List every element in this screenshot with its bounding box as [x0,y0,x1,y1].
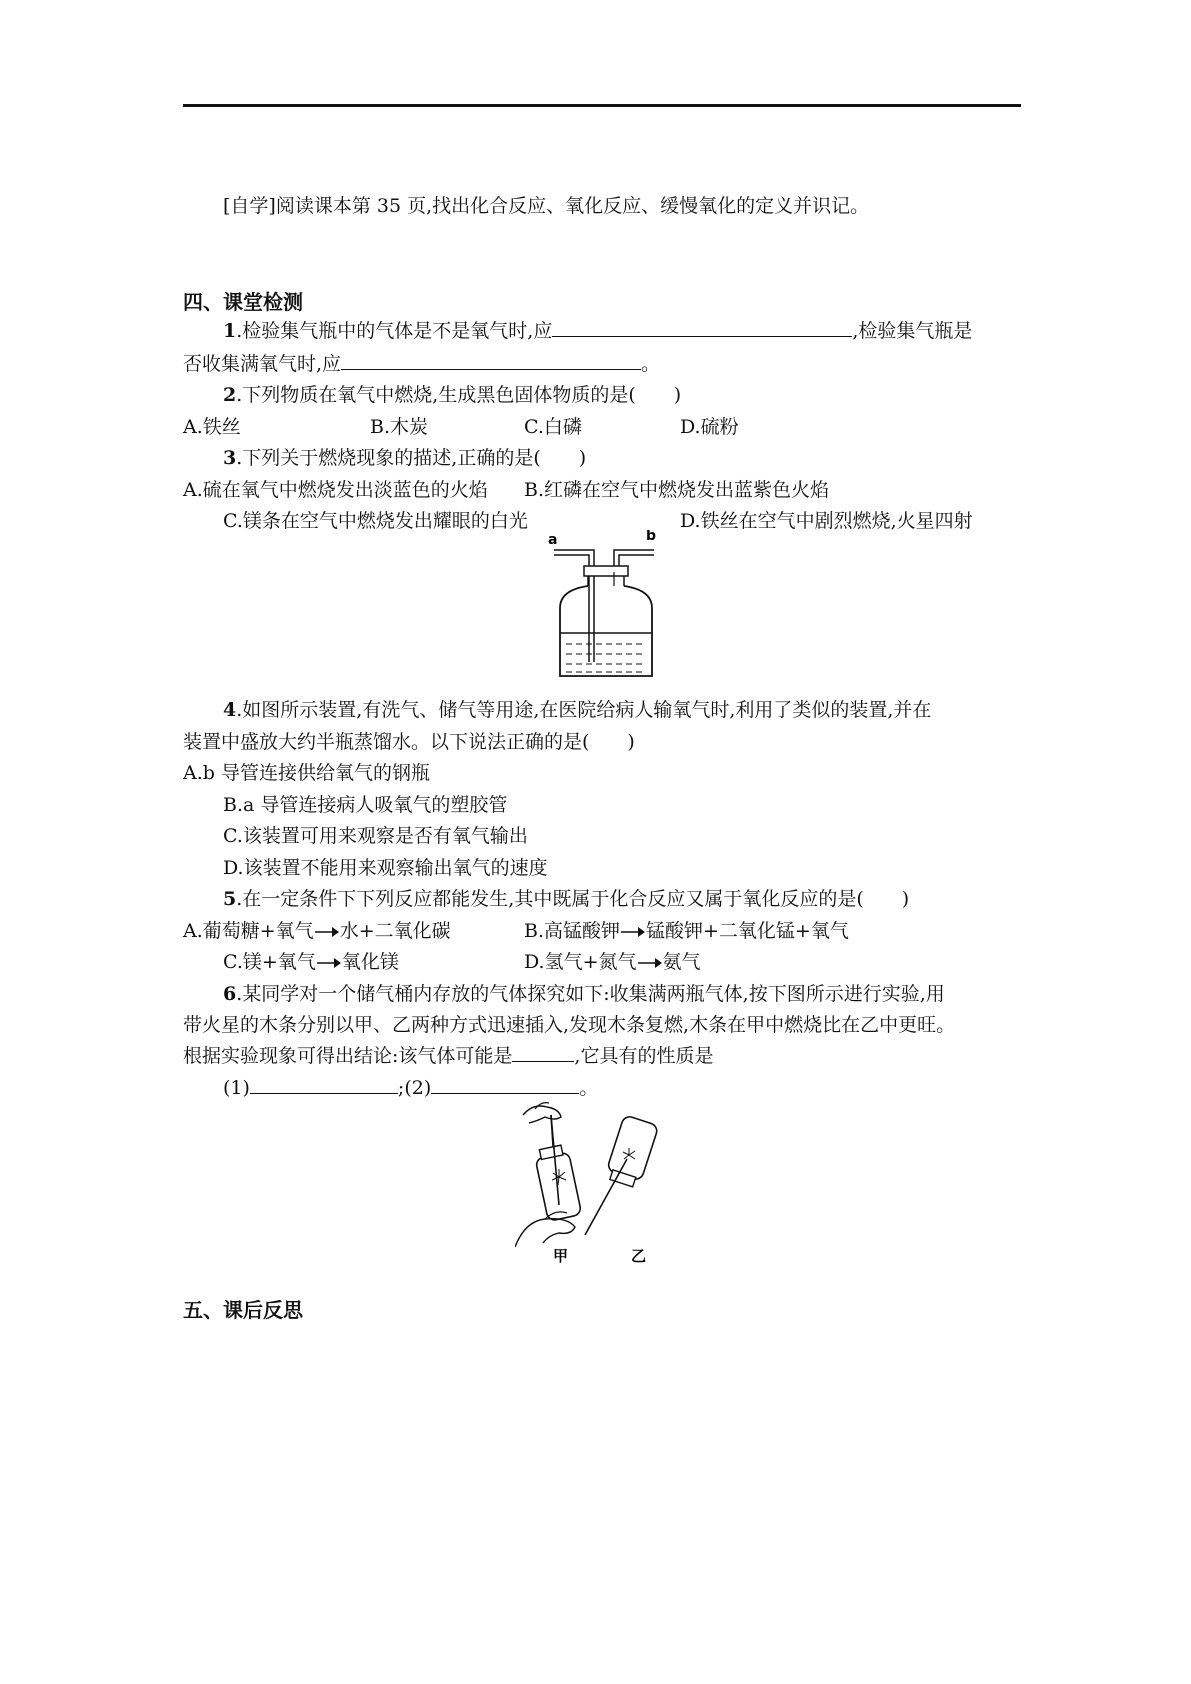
option-b [524,918,849,944]
reaction-arrow-icon [637,957,663,969]
question-6-stem-line-3 [183,1043,713,1069]
label-yi: 乙 [631,1247,647,1265]
header-rule [183,104,1021,107]
question-5-stem [223,886,909,912]
question-number: 1 [223,320,237,342]
question-number: 6 [223,983,237,1005]
question-4-stem-line-2: 装置中盛放大约半瓶蒸馏水。以下说法正确的是( ) [183,731,635,753]
products: 水+二氧化碳 [339,920,451,942]
option-b: B.红磷在空气中燃烧发出蓝紫色火焰 [524,479,830,501]
question-text: .下列物质在氧气中燃烧,生成黑色固体物质的是( ) [236,384,682,406]
question-text: 根据实验现象可得出结论:该气体可能是 [183,1045,513,1067]
reactants: D.氢气+氮气 [524,951,637,973]
option-d: D.硫粉 [680,416,739,438]
reactants: A.葡萄糖+氧气 [183,920,314,942]
option-d: D.铁丝在空气中剧烈燃烧,火星四射 [680,510,973,532]
option-c: C.白磷 [524,416,582,438]
products: 锰酸钾+二氧化锰+氧气 [646,920,849,942]
option-a: A.b 导管连接供给氧气的钢瓶 [183,762,430,784]
option-b: B.a 导管连接病人吸氧气的塑胶管 [223,794,508,816]
reaction-arrow-icon [316,957,342,969]
question-number: 5 [223,888,237,910]
question-6-stem-line-1 [223,981,945,1007]
option-b: B.木炭 [370,416,429,438]
question-2-stem [223,382,681,408]
part-label: ;(2) [397,1077,432,1099]
label-a: a [548,532,558,548]
gas-washing-bottle-figure [540,530,670,680]
question-number: 2 [223,384,237,406]
reactants: B.高锰酸钾 [524,920,621,942]
reactants: C.镁+氧气 [223,951,316,973]
question-number: 4 [223,699,237,721]
answer-blank [250,1075,398,1094]
reaction-arrow-icon [314,926,340,938]
option-a: A.铁丝 [183,416,241,438]
reaction-arrow-icon [620,926,646,938]
option-d: D.该装置不能用来观察输出氧气的速度 [223,857,548,879]
label-b: b [646,530,657,544]
question-text: 否收集满氧气时,应 [183,353,342,375]
label-jia: 甲 [553,1247,569,1265]
question-text: .如图所示装置,有洗气、储气等用途,在医院给病人输氧气时,利用了类似的装置,并在 [236,699,932,721]
question-text: 。 [641,353,661,375]
answer-blank [431,1075,579,1094]
answer-blank [512,1043,574,1062]
question-text: 。 [579,1077,599,1099]
splint-test-figure [515,1095,715,1265]
products: 氧化镁 [341,951,399,973]
question-4-stem-line-1 [223,697,931,723]
question-1-line-1 [223,318,972,344]
option-c [223,949,399,975]
question-number: 3 [223,447,237,469]
option-c: C.该装置可用来观察是否有氧气输出 [223,825,528,847]
option-c: C.镁条在空气中燃烧发出耀眼的白光 [223,510,528,532]
part-label: (1) [223,1077,250,1099]
option-a: A.硫在氧气中燃烧发出淡蓝色的火焰 [183,479,488,501]
question-6-stem-line-2: 带火星的木条分别以甲、乙两种方式迅速插入,发现木条复燃,木条在甲中燃烧比在乙中更旺。 [183,1014,956,1036]
self-study-text: [自学]阅读课本第 35 页,找出化合反应、氧化反应、缓慢氧化的定义并识记。 [223,195,870,217]
question-text: .某同学对一个储气桶内存放的气体探究如下:收集满两瓶气体,按下图所示进行实验,用 [236,983,945,1005]
option-d [524,949,701,975]
section-heading-4: 四、课堂检测 [183,290,303,314]
question-1-line-2 [183,351,660,377]
answer-blank [341,351,641,370]
question-3-stem [223,445,586,471]
question-text: .检验集气瓶中的气体是不是氧气时,应 [236,320,553,342]
option-a [183,918,451,944]
question-text: .下列关于燃烧现象的描述,正确的是( ) [236,447,587,469]
question-text: ,它具有的性质是 [574,1045,714,1067]
answer-blank [552,318,852,337]
question-text: .在一定条件下下列反应都能发生,其中既属于化合反应又属于氧化反应的是( ) [236,888,910,910]
products: 氨气 [662,951,701,973]
question-text: ,检验集气瓶是 [852,320,973,342]
section-heading-5: 五、课后反思 [183,1298,303,1322]
